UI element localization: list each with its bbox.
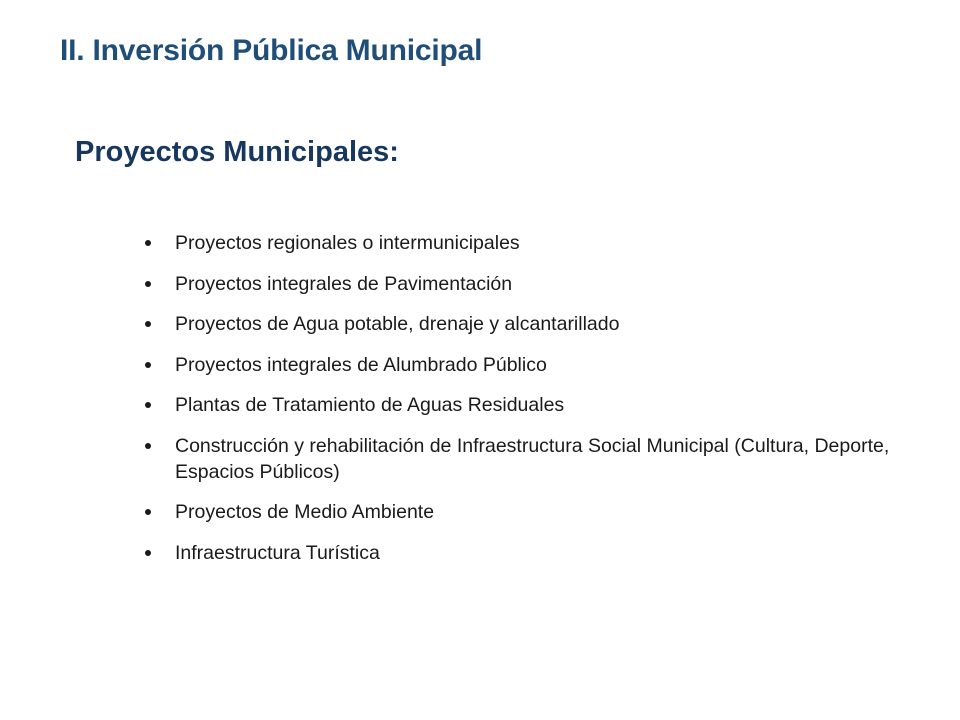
list-item-text: Proyectos integrales de Alumbrado Público [175, 353, 547, 376]
list-item-text: Proyectos integrales de Pavimentación [175, 272, 513, 295]
list-item [145, 540, 905, 566]
bullet-icon [145, 321, 151, 327]
project-list [145, 230, 905, 580]
list-item [145, 230, 905, 256]
slide-title: II. Inversión Pública Municipal [60, 34, 483, 67]
list-item [145, 392, 905, 418]
bullet-icon [145, 550, 151, 556]
list-item [145, 499, 905, 525]
list-item-text: Proyectos de Medio Ambiente [175, 501, 435, 523]
bullet-icon [145, 443, 151, 449]
list-item [145, 271, 905, 297]
list-item-text: Plantas de Tratamiento de Aguas Residuales [175, 394, 565, 416]
list-item [145, 311, 905, 337]
bullet-icon [145, 402, 151, 408]
list-item [145, 352, 905, 378]
list-item-text: Construcción y rehabilitación de Infraestructura Social Municipal (Cultura, Deporte, Espacios Públicos) [175, 434, 890, 483]
bullet-icon [145, 240, 151, 246]
list-item [145, 433, 905, 485]
section-heading: Proyectos Municipales: [75, 136, 399, 168]
bullet-icon [145, 281, 151, 287]
bullet-icon [145, 362, 151, 368]
list-item-text: Infraestructura Turística [175, 541, 380, 564]
bullet-icon [145, 509, 151, 515]
list-item-text: Proyectos de Agua potable, drenaje y alcantarillado [175, 313, 620, 335]
list-item-text: Proyectos regionales o intermunicipales [175, 232, 520, 254]
